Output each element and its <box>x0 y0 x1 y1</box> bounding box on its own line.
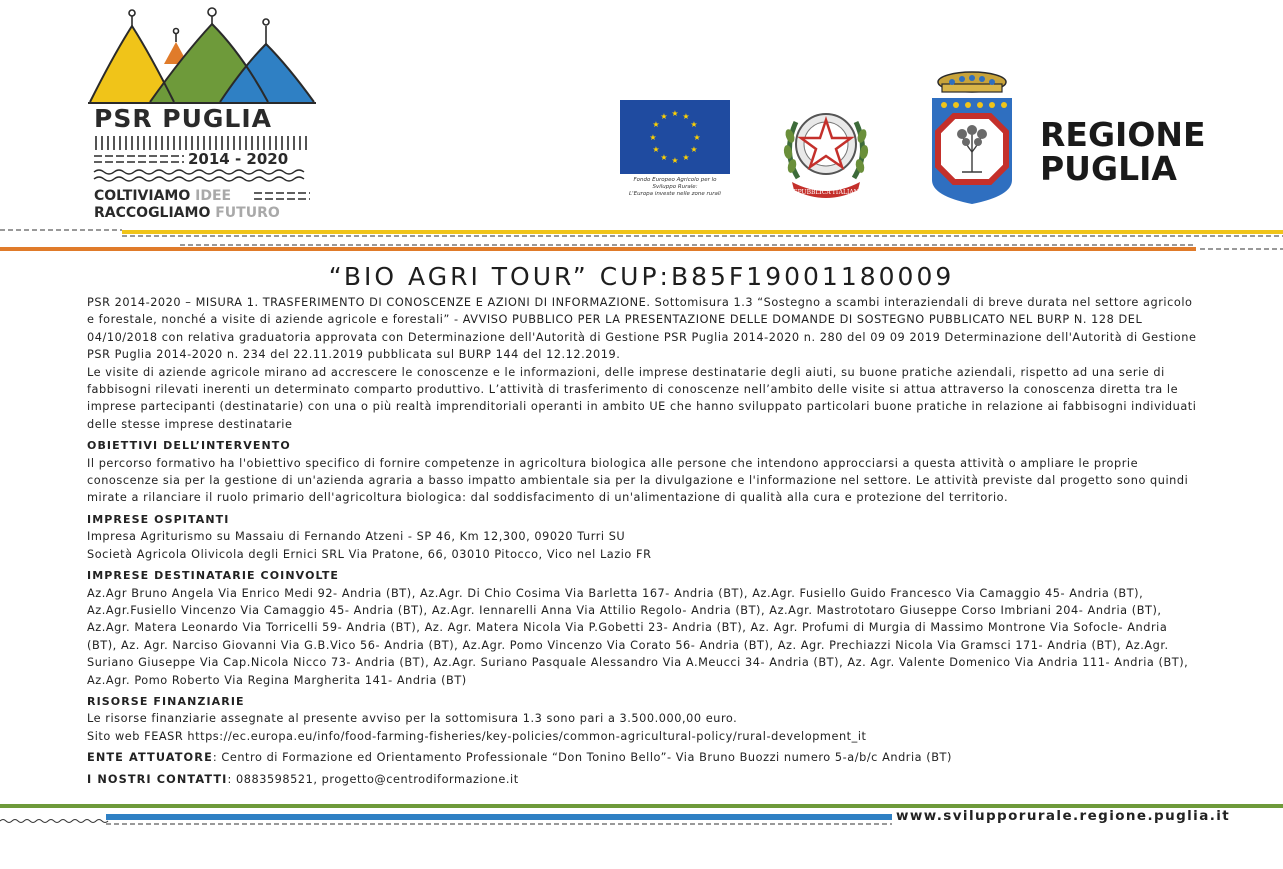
svg-text:★: ★ <box>671 109 679 118</box>
ente-text: Centro di Formazione ed Orientamento Professionale “Don Tonino Bello”- Via Bruno Buozzi numero 5-a/b/c Andria (BT) <box>221 751 952 765</box>
svg-text:★: ★ <box>690 120 698 129</box>
emblem-ribbon-text: REPUBBLICA ITALIANA <box>788 189 864 196</box>
ente-attuatore: ENTE ATTUATORE: Centro di Formazione ed Orientamento Professionale “Don Tonino Bello”- Via Bruno Buozzi numero 5-a/b/c Andria (BT) <box>87 751 952 765</box>
svg-text:★: ★ <box>652 145 660 154</box>
obiettivi-text: Il percorso formativo ha l'obiettivo specifico di fornire competenze in agricoltura biologica alle persone che intendono approcciarsi a questa attività o ampliare le proprie conoscenze sia per la gestione di un'azienda agraria a basso impatto ambientale sia per la divulgazione e l'informazione nel settore. Le attività previste dal progetto sono quindi mirate a rilanciare il ruolo primario dell'agricoltura biologica: dal soddisfacimento di un'alimentazione di qualità alla cura e protezione del territorio. <box>87 456 1189 505</box>
obiettivi-heading: OBIETTIVI DELL’INTERVENTO <box>87 439 291 453</box>
psr-years: 2014 - 2020 <box>188 150 289 168</box>
svg-text:★: ★ <box>682 153 690 162</box>
contatti: I NOSTRI CONTATTI: 0883598521, progetto@centrodiformazione.it <box>87 772 519 786</box>
svg-text:★: ★ <box>693 133 701 142</box>
footer-website-link[interactable]: www.svilupporurale.regione.puglia.it <box>896 808 1231 824</box>
svg-text:★: ★ <box>671 156 679 165</box>
risorse-heading: RISORSE FINANZIARIE <box>87 694 245 708</box>
content-body <box>87 294 1199 788</box>
page-title: “BIO AGRI TOUR” CUP:B85F19001180009 <box>328 262 955 291</box>
svg-text:★: ★ <box>660 153 668 162</box>
risorse-website: Sito web FEASR https://ec.europa.eu/info/food-farming-fisheries/key-policies/common-agricultural-policy/rural-development_it <box>87 729 867 743</box>
eu-feasr-logo <box>620 100 730 198</box>
ente-label: ENTE ATTUATORE <box>87 751 213 765</box>
ospitanti-heading: IMPRESE OSPITANTI <box>87 512 230 526</box>
psr-puglia-logo <box>84 4 320 222</box>
svg-text:★: ★ <box>652 120 660 129</box>
destinatarie-text: Az.Agr Bruno Angela Via Enrico Medi 92- Andria (BT), Az.Agr. Di Chio Cosima Via Barletta 167- Andria (BT), Az.Agr. Fusiello Guido Francesco Via Camaggio 45- Andria (BT), Az.Agr.Fusiello Vincenzo Via Camaggio 45- Andria (BT), Az.Agr. Iennarelli Anna Via Attilio Regolo- Andria (BT), Az.Agr. Mastrototaro Giuseppe Corso Imbriani 204- Andria (BT), Az.Agr. Matera Leonardo Via Torricelli 59- Andria (BT), Az. Agr. Matera Nicola Via P.Gobetti 23- Andria (BT), Az. Agr. Profumi di Murgia di Massimo Montrone Via Sofocle- Andria (BT), Az. Agr. Narciso Giovanni Via G.B.Vico 56- Andria (BT), Az.Agr. Pomo Vincenzo Via Corato 56- Andria (BT), Az. Agr. Prechiazzi Nicola Via Gramsci 171- Andria (BT), Az.Agr. Suriano Giuseppe Via Cap.Nicola Nicco 73- Andria (BT), Az.Agr. Suriano Pasquale Alessandro Via A.Meucci 34- Andria (BT), Az. Agr. Valente Domenico Via Andria 111- Andria (BT), Az.Agr. Pomo Roberto Via Regina Margherita 141- Andria (BT) <box>87 586 1189 687</box>
regione-puglia-wordmark: REGIONE PUGLIA <box>1040 115 1206 188</box>
psr-slogan-line1: COLTIVIAMO IDEE <box>94 188 232 204</box>
psr-slogan-line2: RACCOGLIAMO FUTURO <box>94 205 280 221</box>
destinatarie-heading: IMPRESE DESTINATARIE COINVOLTE <box>87 569 340 583</box>
svg-text:★: ★ <box>660 112 668 121</box>
svg-text:★: ★ <box>649 133 657 142</box>
svg-text:★: ★ <box>690 145 698 154</box>
risorse-text: Le risorse finanziarie assegnate al presente avviso per la sottomisura 1.3 sono pari a 3.500.000,00 euro. <box>87 712 738 726</box>
ospitanti-item: Società Agricola Olivicola degli Ernici SRL Via Pratone, 66, 03010 Pitocco, Vico nel Lazio FR <box>87 547 652 561</box>
eu-flag-icon <box>620 100 730 174</box>
svg-text:★: ★ <box>682 112 690 121</box>
regione-puglia-shield-icon <box>928 68 1016 208</box>
psr-title: PSR PUGLIA <box>94 104 273 133</box>
intro-paragraph-1: PSR 2014-2020 – MISURA 1. TRASFERIMENTO DI CONOSCENZE E AZIONI DI INFORMAZIONE. Sottomisura 1.3 “Sostegno a scambi interaziendali di breve durata nel settore agricolo e forestale, nonché a visite di aziende agricole e forestali” - AVVISO PUBBLICO PER LA PRESENTAZIONE DELLE DOMANDE DI SOSTEGNO PUBBLICATO NEL BURP N. 128 DEL 04/10/2018 con relativa graduatoria approvata con Determinazione dell'Autorità di Gestione PSR Puglia 2014-2020 n. 280 del 09 09 2019 Determinazione dell'Autorità di Gestione PSR Puglia 2014-2020 n. 234 del 22.11.2019 pubblicata sul BURP 144 del 12.12.2019. <box>87 296 1197 362</box>
eu-caption: Fondo Europeo Agricolo per lo Sviluppo Rurale: L'Europa investe nelle zone rurali <box>629 177 721 197</box>
contatti-label: I NOSTRI CONTATTI <box>87 772 228 786</box>
header-separator <box>0 226 1283 256</box>
contatti-text: 0883598521, progetto@centrodiformazione.it <box>236 772 519 786</box>
italian-republic-emblem-icon <box>778 96 874 200</box>
intro-paragraph-2: Le visite di aziende agricole mirano ad accrescere le conoscenze e le informazioni, delle imprese destinatarie degli aiuti, su buone pratiche aziendali, rispetto ad una serie di fabbisogni rilevati inerenti un determinato comparto produttivo. L’attività di trasferimento di conoscenze nell’ambito delle visite si attua attraverso la conoscenza diretta tra le imprese partecipanti (destinatarie) con una o più realtà imprenditoriali operanti in ambito UE che hanno sviluppato particolari buone pratiche in relazione ai fabbisogni individuati delle stesse imprese destinatarie <box>87 365 1197 431</box>
ospitanti-item: Impresa Agriturismo su Massaiu di Fernando Atzeni - SP 46, Km 12,300, 09020 Turri SU <box>87 530 626 544</box>
